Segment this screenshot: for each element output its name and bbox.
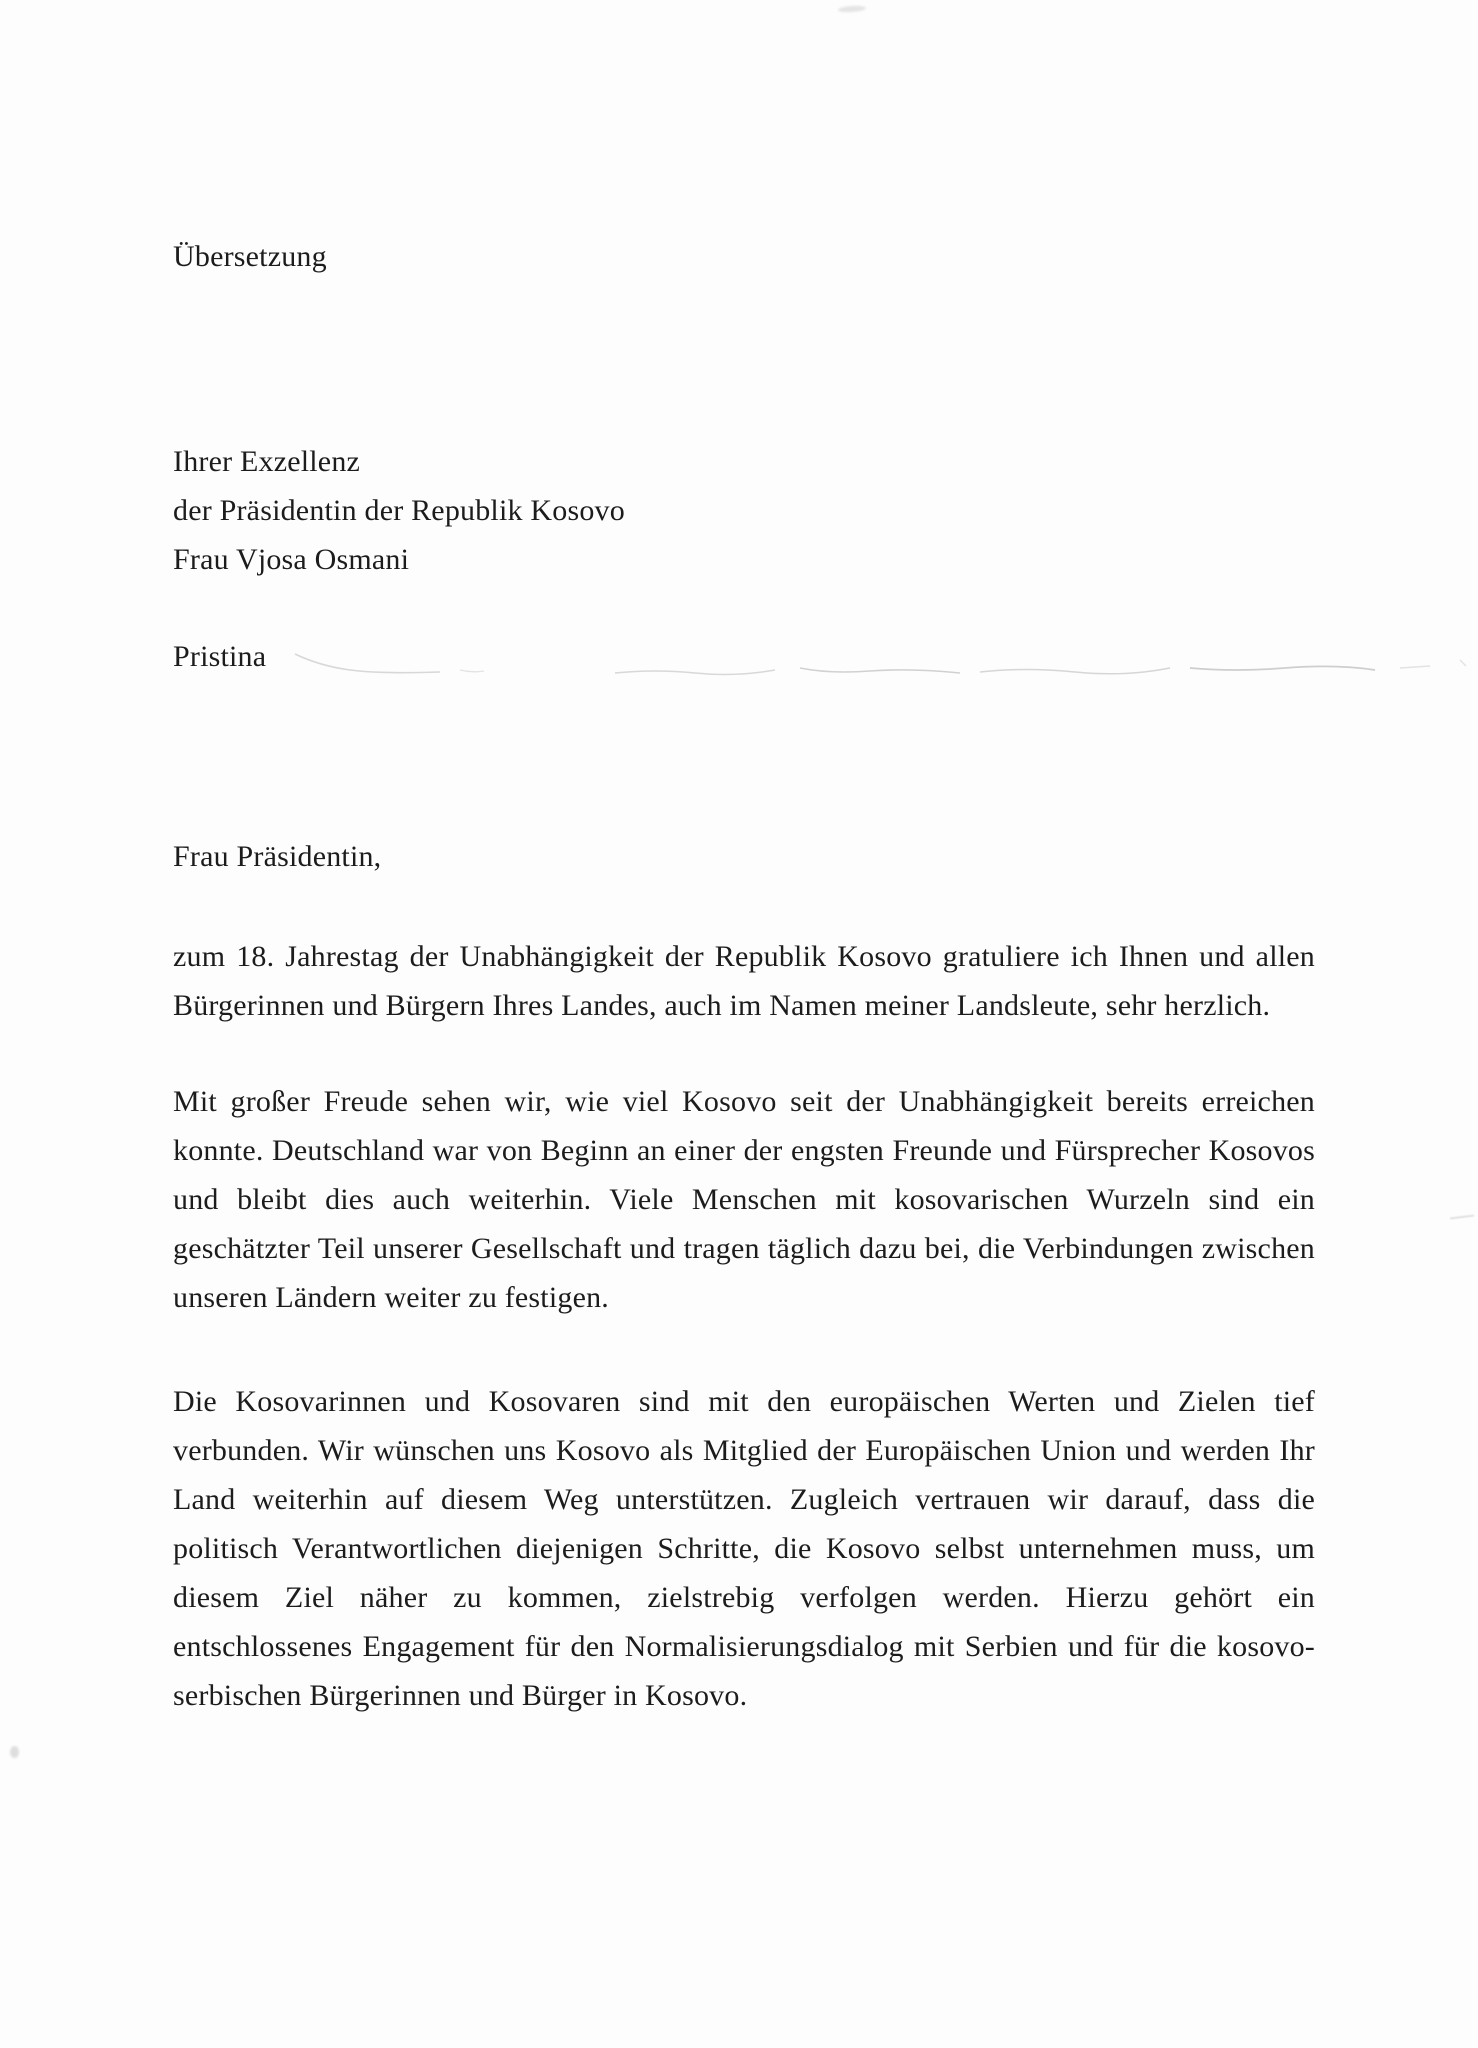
paragraph-european-path: Die Kosovarinnen und Kosovaren sind mit den europäischen Werten und Zielen tief verbunden. Wir wünschen uns Kosovo als Mitglied der Europäischen Union und werden Ihr Land weiterhin auf diesem Weg unterstützen. Zugleich vertrauen wir darauf, dass die politisch Verantwortlichen diejenigen Schritte, die Kosovo selbst unternehmen muss, um diesem Ziel näher zu kommen, zielstrebig verfolgen werden. Hierzu gehört ein entschlossenes Engagement für den Normalisierungsdialog mit Serbien und für die kosovo-serbischen Bürgerinnen und Bürger in Kosovo. — [173, 1385, 1315, 1712]
recipient-address-block — [173, 437, 625, 584]
paragraph-congratulations: zum 18. Jahrestag der Unabhängigkeit der Republik Kosovo gratuliere ich Ihnen und allen Bürgerinnen und Bürgern Ihres Landes, auch im Namen meiner Landsleute, sehr herzlich. — [173, 940, 1315, 1022]
recipient-line-title: der Präsidentin der Republik Kosovo — [173, 494, 625, 527]
salutation: Frau Präsidentin, — [173, 840, 382, 873]
recipient-city: Pristina — [173, 640, 267, 673]
recipient-line-excellency: Ihrer Exzellenz — [173, 445, 361, 478]
translation-heading: Übersetzung — [173, 240, 327, 273]
scan-fold-line-artifact — [160, 646, 1475, 686]
scan-smudge-artifact — [838, 5, 866, 13]
recipient-line-name: Frau Vjosa Osmani — [173, 543, 410, 576]
paragraph-friendship: Mit großer Freude sehen wir, wie viel Kosovo seit der Unabhängigkeit bereits erreichen konnte. Deutschland war von Beginn an einer der engsten Freunde und Fürsprecher Kosovos und bleibt dies auch weiterhin. Viele Menschen mit kosovarischen Wurzeln sind ein geschätzter Teil unserer Gesellschaft und tragen täglich dazu bei, die Verbindungen zwischen unseren Ländern weiter zu festigen. — [173, 1085, 1315, 1314]
scan-speck-artifact — [10, 1746, 19, 1758]
scan-dash-artifact — [1450, 1215, 1474, 1220]
